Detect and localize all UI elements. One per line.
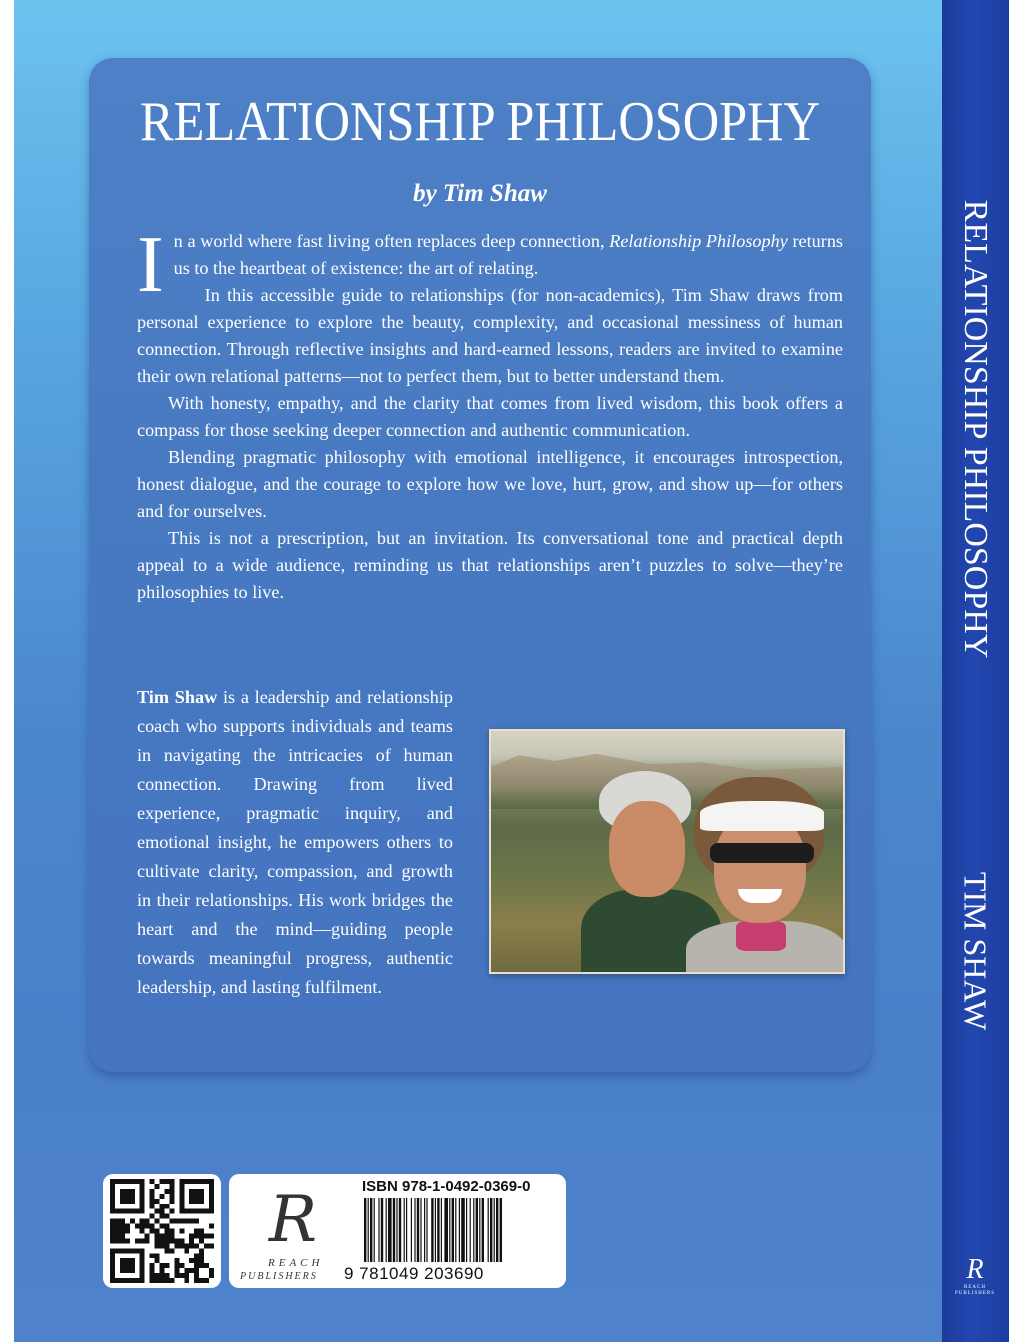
barcode-bar xyxy=(411,1198,412,1262)
barcode-bar xyxy=(452,1198,454,1262)
barcode-bar xyxy=(417,1198,419,1262)
blurb-p1-end: returns us to the heartbeat of existence: the art of relating. xyxy=(173,231,843,278)
barcode xyxy=(360,1198,556,1264)
barcode-bar xyxy=(437,1198,439,1262)
blurb-p1-start: n a world where fast living often replaces deep connection, xyxy=(173,231,610,251)
barcode-bar xyxy=(368,1198,369,1262)
barcode-bar xyxy=(466,1198,467,1262)
drop-cap: I xyxy=(137,221,164,309)
barcode-bar xyxy=(378,1198,379,1262)
spine-logo-text: REACH PUBLISHERS xyxy=(955,1285,996,1296)
bio-text: is a leadership and relationship coach who supports individuals and teams in navigating the intricacies of human connection. Drawing from lived experience, pragmatic inquiry, and emotional insight, he empowers others to cultivate clarity, compassion, and growth in their relationships. His work bridges the heart and the mind—guiding people towards meaningful progress, authentic leadership, and lasting fulfilment. xyxy=(137,687,453,997)
author-bio xyxy=(137,683,453,1002)
book-title: RELATIONSHIP PHILOSOPHY xyxy=(139,91,820,153)
blurb-text xyxy=(137,221,843,606)
blurb-paragraph-3: With honesty, empathy, and the clarity that comes from lived wisdom, this book offers a compass for those seeking deeper connection and authentic communication. xyxy=(137,393,843,440)
barcode-bar xyxy=(455,1198,456,1262)
barcode-bar xyxy=(396,1198,397,1262)
blurb-paragraph-1 xyxy=(137,221,843,309)
publisher-name-publishers: PUBLISHERS xyxy=(240,1271,318,1282)
barcode-bar xyxy=(470,1198,471,1262)
spine-logo-letter: R xyxy=(966,1254,984,1285)
publisher-name-reach: REACH xyxy=(268,1257,324,1269)
barcode-bar xyxy=(404,1198,405,1262)
barcode-bar xyxy=(490,1198,492,1262)
barcode-bar xyxy=(479,1198,480,1262)
barcode-bar xyxy=(488,1198,489,1262)
barcode-bar xyxy=(482,1198,484,1262)
barcode-bar xyxy=(435,1198,436,1262)
barcode-bar xyxy=(414,1198,415,1262)
blurb-paragraph-4: Blending pragmatic philosophy with emotional intelligence, it encourages introspection, honest dialogue, and the courage to explore how we love, hurt, grow, and show up—for others and for ourselves. xyxy=(137,447,843,521)
barcode-bar xyxy=(399,1198,401,1262)
author-photo xyxy=(489,729,845,974)
barcode-bar xyxy=(374,1198,375,1262)
barcode-bar xyxy=(424,1198,425,1262)
barcode-bar xyxy=(496,1198,498,1262)
blurb-book-title-italic: Relationship Philosophy xyxy=(609,231,788,251)
barcode-bar xyxy=(386,1198,387,1262)
barcode-bar xyxy=(473,1198,474,1262)
barcode-bar xyxy=(441,1198,442,1262)
barcode-bar xyxy=(426,1198,427,1262)
barcode-bar xyxy=(388,1198,392,1262)
barcode-bar xyxy=(364,1198,366,1262)
isbn-label: ISBN 978-1-0492-0369-0 xyxy=(362,1178,531,1195)
barcode-bar xyxy=(500,1198,502,1262)
photo-person-woman xyxy=(686,771,845,974)
barcode-bar xyxy=(444,1198,448,1262)
author-byline: by Tim Shaw xyxy=(413,180,547,207)
barcode-bar xyxy=(381,1198,383,1262)
blurb-paragraph-5: This is not a prescription, but an invitation. Its conversational tone and practical depth appeal to a wide audience, reminding us that relationships aren’t puzzles to solve—they’re philosophies to live. xyxy=(137,528,843,602)
publisher-logo-icon: R xyxy=(268,1183,318,1257)
barcode-bar xyxy=(461,1198,465,1262)
spine-title: RELATIONSHIP PHILOSOPHY xyxy=(957,199,994,659)
barcode-bar xyxy=(476,1198,478,1262)
barcode-bar xyxy=(494,1198,495,1262)
qr-code xyxy=(103,1174,221,1288)
barcode-bar xyxy=(420,1198,421,1262)
spine-author: TIM SHAW xyxy=(957,871,994,1031)
barcode-bar xyxy=(406,1198,407,1262)
bio-author-name: Tim Shaw xyxy=(137,687,218,707)
isbn-digits: 9 781049 203690 xyxy=(344,1264,484,1283)
blurb-paragraph-2: In this accessible guide to relationships (for non-academics), Tim Shaw draws from personal experience to explore the beauty, complexity, and occasional messiness of human connection. Through reflective insights and hard-earned lessons, readers are invited to examine their own relational patterns—not to perfect them, but to better understand them. xyxy=(137,285,843,386)
spine-publisher-logo xyxy=(955,1255,995,1295)
barcode-bar xyxy=(449,1198,450,1262)
barcode-bar xyxy=(370,1198,372,1262)
barcode-bar xyxy=(393,1198,395,1262)
barcode-bar xyxy=(431,1198,433,1262)
barcode-bar xyxy=(459,1198,460,1262)
